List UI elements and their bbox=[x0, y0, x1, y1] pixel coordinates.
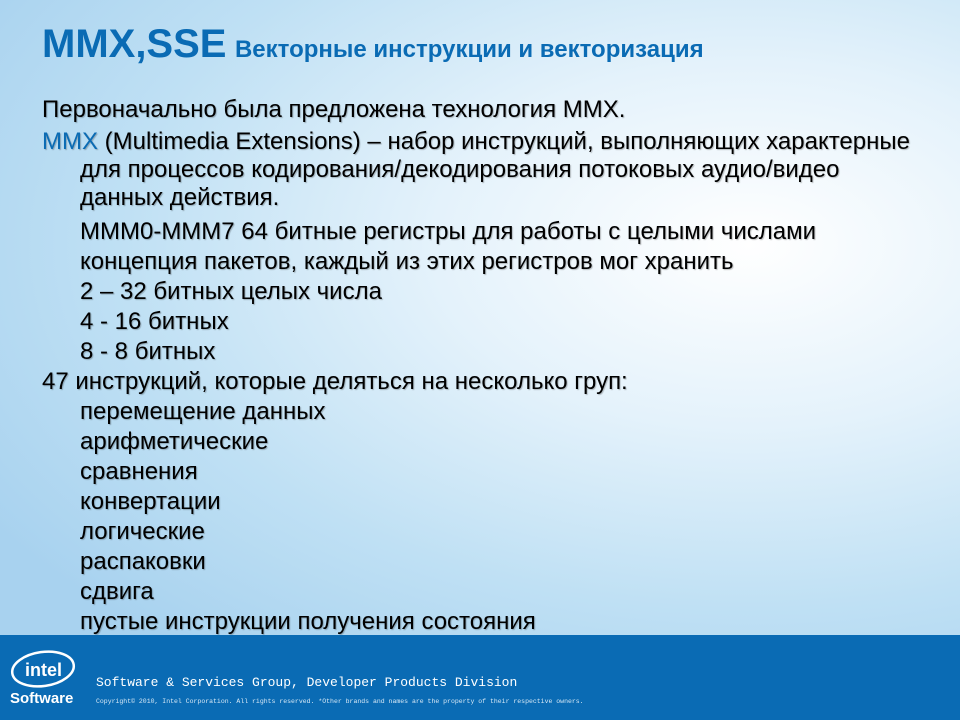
slide-title bbox=[42, 22, 704, 67]
slide-body bbox=[42, 96, 922, 638]
title-subtitle: Векторные инструкции и векторизация bbox=[234, 36, 704, 63]
group-item: конвертации bbox=[80, 488, 221, 515]
intel-software-logo bbox=[8, 647, 78, 711]
group-item: распаковки bbox=[80, 548, 206, 575]
group-item: сравнения bbox=[80, 458, 198, 485]
intro-paragraph: Первоначально была предложена технология MMX. bbox=[42, 96, 626, 123]
register-item: 8 - 8 битных bbox=[80, 338, 216, 365]
mmx-accent: MMX bbox=[42, 128, 98, 155]
group-item: сдвига bbox=[80, 578, 154, 605]
logo-product-text: Software bbox=[10, 690, 74, 707]
register-item: концепция пакетов, каждый из этих регистров мог хранить bbox=[80, 248, 734, 275]
mmx-definition-text: (Multimedia Extensions) – набор инструкций, выполняющих характерные для процессов кодирования/декодирования потоковых аудио/видео данных действия. bbox=[80, 128, 910, 211]
footer-copyright: Copyright© 2010, Intel Corporation. All rights reserved. *Other brands and names are the property of their respective owners. bbox=[96, 698, 584, 705]
group-item: арифметические bbox=[80, 428, 269, 455]
footer-group-text: Software & Services Group, Developer Products Division bbox=[96, 675, 518, 690]
footer-bar bbox=[0, 635, 960, 720]
title-main: MMX,SSE bbox=[42, 22, 227, 66]
register-item: 2 – 32 битных целых числа bbox=[80, 278, 382, 305]
instructions-intro: 47 инструкций, которые деляться на несколько груп: bbox=[42, 368, 628, 395]
group-item: перемещение данных bbox=[80, 398, 326, 425]
group-item: логические bbox=[80, 518, 205, 545]
register-item: MMM0-MMM7 64 битные регистры для работы с целыми числами bbox=[80, 218, 816, 245]
logo-brand-text: intel bbox=[25, 660, 63, 680]
group-item: пустые инструкции получения состояния bbox=[80, 608, 536, 635]
register-item: 4 - 16 битных bbox=[80, 308, 229, 335]
mmx-definition bbox=[42, 128, 922, 212]
